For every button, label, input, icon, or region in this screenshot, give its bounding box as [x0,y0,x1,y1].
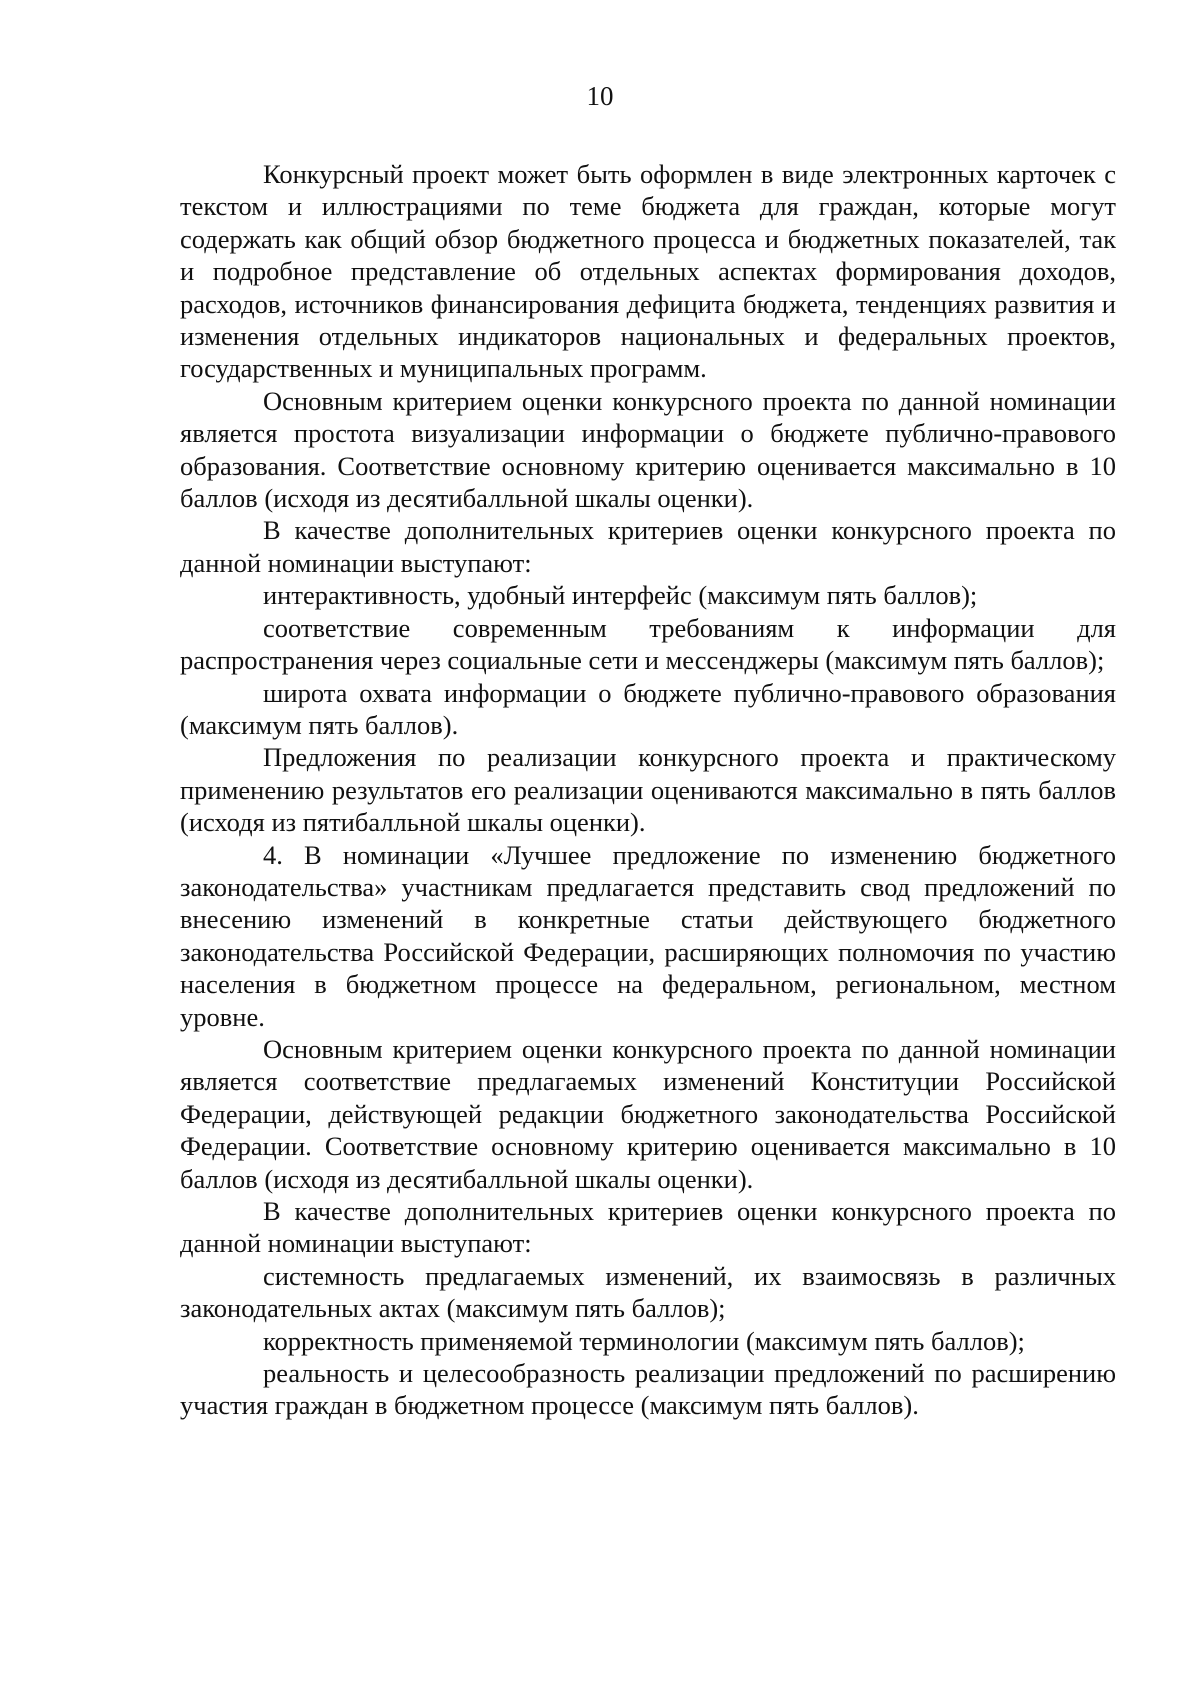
list-item: соответствие современным требованиям к информации для распространения через социальные сети и мессенджеры (максимум пять баллов); [180,612,1116,676]
paragraph: В качестве дополнительных критериев оценки конкурсного проекта по данной номинации выступают: [180,515,1116,578]
paragraph: Основным критерием оценки конкурсного проекта по данной номинации является простота визуализации информации о бюджете публично-правового образования. Соответствие основному критерию оценивается максимально в 10 баллов (исходя из десятибалльной шкалы оценки). [180,385,1116,514]
list-item: интерактивность, удобный интерфейс (максимум пять баллов); [263,580,978,611]
paragraph: 4. В номинации «Лучшее предложение по изменению бюджетного законодательства» участникам предлагается представить свод предложений по внесению изменений в конкретные статьи действующего бюджетного законодательства Российской Федерации, расширяющих полномочия по участию населения в бюджетном процессе на федеральном, региональном, местном уровне. [180,839,1116,1032]
paragraph: Конкурсный проект может быть оформлен в виде электронных карточек с текстом и иллюстрациями по теме бюджета для граждан, которые могут содержать как общий обзор бюджетного процесса и бюджетных показателей, так и подробное представление об отдельных аспектах формирования доходов, расходов, источников финансирования дефицита бюджета, тенденциях развития и изменения отдельных индикаторов национальных и федеральных проектов, государственных и муниципальных программ. [180,159,1116,384]
list-item: системность предлагаемых изменений, их взаимосвязь в различных законодательных актах (максимум пять баллов); [180,1260,1116,1324]
page-number: 10 [586,81,614,111]
document-body [180,158,1116,1422]
paragraph: В качестве дополнительных критериев оценки конкурсного проекта по данной номинации выступают: [180,1196,1116,1259]
list-item: корректность применяемой терминологии (максимум пять баллов); [263,1325,1025,1356]
paragraph: Основным критерием оценки конкурсного проекта по данной номинации является соответствие предлагаемых изменений Конституции Российской Федерации, действующей редакции бюджетного законодательства Российской Федерации. Соответствие основному критерию оценивается максимально в 10 баллов (исходя из десятибалльной шкалы оценки). [180,1033,1116,1194]
list-item: реальность и целесообразность реализации предложений по расширению участия граждан в бюджетном процессе (максимум пять баллов). [180,1358,1116,1421]
paragraph: Предложения по реализации конкурсного проекта и практическому применению результатов его реализации оцениваются максимально в пять баллов (исходя из пятибалльной шкалы оценки). [180,742,1116,838]
list-item: широта охвата информации о бюджете публично-правового образования (максимум пять баллов). [180,677,1116,740]
